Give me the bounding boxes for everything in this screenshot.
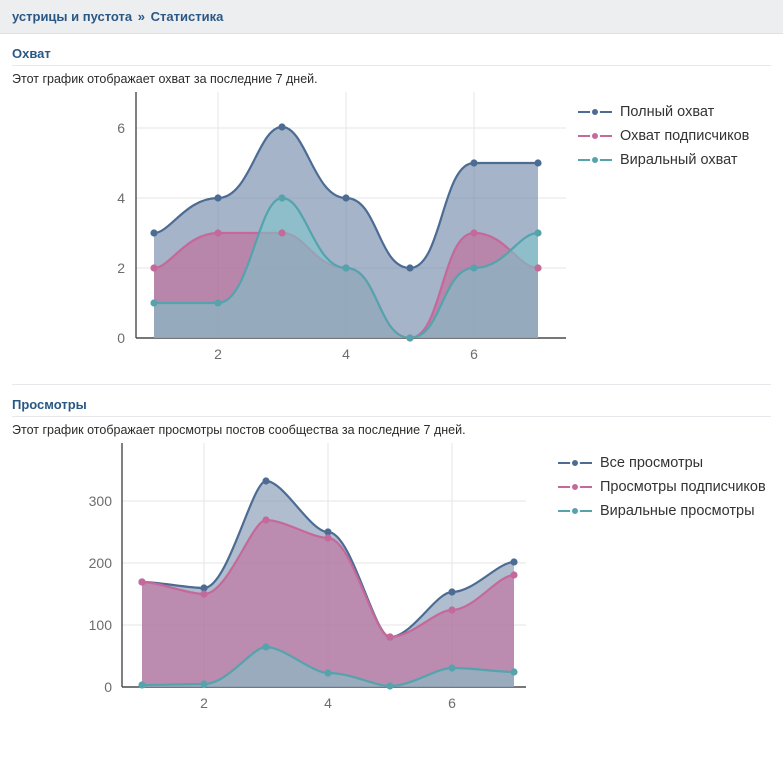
views-chart-row: [12, 439, 771, 717]
legend-swatch-line-icon: [558, 480, 592, 494]
legend-label-subscriber-views: Просмотры подписчиков: [600, 479, 766, 495]
legend-label-viral-reach: Виральный охват: [620, 152, 738, 168]
views-chart[interactable]: [12, 439, 552, 717]
legend-label-all-views: Все просмотры: [600, 455, 704, 471]
views-xtick-4: 4: [324, 695, 332, 711]
reach-legend: [572, 88, 749, 172]
reach-chart-svg: [12, 88, 572, 363]
views-legend: [552, 439, 766, 523]
legend-label-total-reach: Полный охват: [620, 104, 715, 120]
legend-label-subscriber-reach: Охват подписчиков: [620, 128, 750, 144]
legend-item-subscriber-views[interactable]: [558, 475, 766, 499]
views-ytick-200: 200: [88, 555, 112, 571]
breadcrumb-community[interactable]: устрицы и пустота: [12, 9, 133, 24]
legend-swatch-line-icon: [578, 129, 612, 143]
reach-x-axis-labels: [214, 346, 478, 362]
legend-swatch-line-icon: [558, 504, 592, 518]
reach-ytick-4: 4: [117, 190, 125, 206]
reach-ytick-6: 6: [117, 120, 125, 136]
section-views: [0, 385, 783, 717]
legend-label-viral-views: Виральные просмотры: [600, 503, 755, 519]
views-ytick-0: 0: [104, 679, 112, 695]
reach-chart[interactable]: [12, 88, 572, 366]
legend-item-viral-reach[interactable]: [578, 148, 749, 172]
reach-y-axis-labels: [117, 120, 125, 346]
section-reach-title: Охват: [12, 34, 771, 66]
page-header: [0, 0, 783, 34]
views-chart-svg: [12, 439, 552, 714]
views-x-axis-labels: [200, 695, 456, 711]
legend-swatch-line-icon: [558, 456, 592, 470]
section-views-description: Этот график отображает просмотры постов сообщества за последние 7 дней.: [12, 423, 466, 437]
reach-xtick-2: 2: [214, 346, 222, 362]
reach-xtick-6: 6: [470, 346, 478, 362]
reach-ytick-0: 0: [117, 330, 125, 346]
breadcrumb: [12, 9, 223, 24]
views-xtick-6: 6: [448, 695, 456, 711]
legend-swatch-line-icon: [578, 153, 612, 167]
legend-item-subscriber-reach[interactable]: [578, 124, 749, 148]
legend-item-viral-views[interactable]: [558, 499, 766, 523]
reach-xtick-4: 4: [342, 346, 350, 362]
reach-chart-row: [12, 88, 771, 366]
legend-item-total-reach[interactable]: [578, 100, 749, 124]
section-reach-description: Этот график отображает охват за последние 7 дней.: [12, 72, 318, 86]
breadcrumb-current: Статистика: [150, 9, 224, 24]
views-ytick-100: 100: [88, 617, 112, 633]
reach-ytick-2: 2: [117, 260, 125, 276]
section-reach: [0, 34, 783, 366]
views-xtick-2: 2: [200, 695, 208, 711]
views-y-axis-labels: [89, 493, 113, 695]
breadcrumb-separator: »: [137, 9, 146, 24]
legend-item-all-views[interactable]: [558, 451, 766, 475]
views-ytick-300: 300: [88, 493, 112, 509]
section-views-title: Просмотры: [12, 385, 771, 417]
legend-swatch-line-icon: [578, 105, 612, 119]
